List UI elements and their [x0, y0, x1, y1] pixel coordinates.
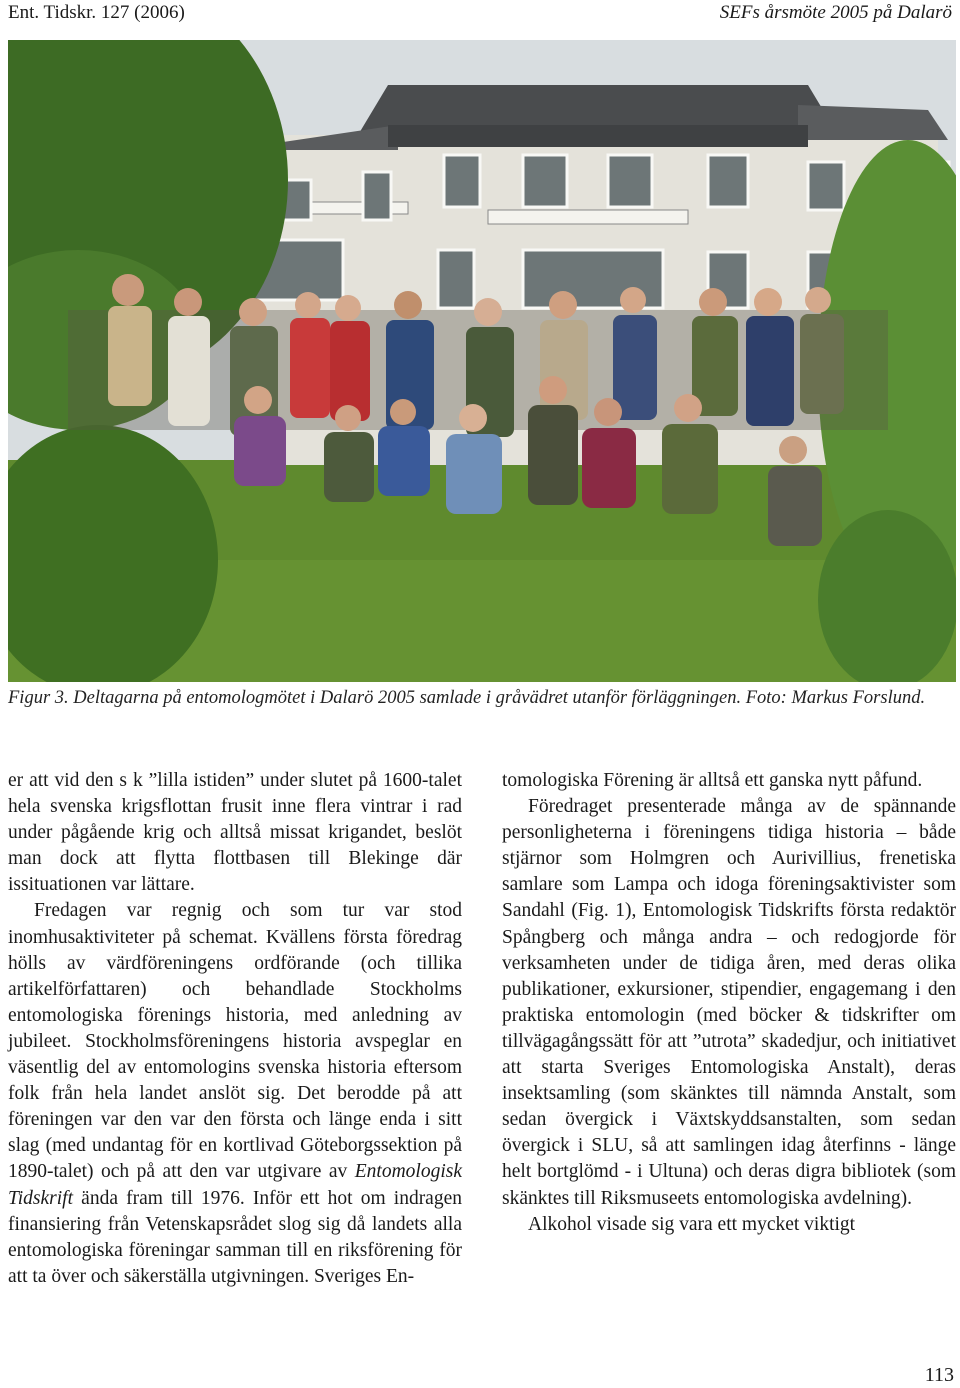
paragraph: tomologiska Förening är alltså ett ganska nytt påfund.	[502, 770, 923, 791]
paragraph	[8, 898, 462, 1289]
group-photo-illustration	[8, 40, 956, 682]
running-header-journal: Ent. Tidskr. 127 (2006)	[8, 2, 185, 23]
running-header-section: SEFs årsmöte 2005 på Dalarö	[719, 2, 952, 23]
group-photo	[8, 40, 956, 682]
paragraph: er att vid den s k ”lilla istiden” under slutet på 1600-talet hela svenska krigsflottan frusit inne flera vintrar i rad under pågående krig och alltså missat krigandet, beslöt man dock att flytta flottbasen till Blekinge där issituationen var lättare.	[8, 770, 462, 896]
paragraph: Alkohol visade sig vara ett mycket viktigt	[528, 1213, 856, 1235]
right-text-column	[502, 768, 956, 1238]
journal-title-italic: Entomologisk Tidskrift	[8, 1161, 463, 1209]
paragraph-text: ända fram till 1976. Inför ett hot om indragen finansiering från Vetenskapsrådet slog sig då landets alla entomologiska föreningar samman till en riksförening för att ta över och säkerställa utgivningen. Sveriges En-	[8, 1187, 462, 1287]
figure-caption: Figur 3. Deltagarna på entomologmötet i Dalarö 2005 samlade i gråvädret utanför förläggningen. Foto: Markus Forslund.	[8, 688, 926, 708]
paragraph-text: Fredagen var regnig och som tur var stod inomhusaktiviteter på schemat. Kvällens första föredrag hölls av värdföreningens ordförande (och tillika artikelförfattaren) och behandlade Stockholms entomologiska förenings historia, med anledning av jubileet. Stockholmsföreningens historia avspeglar en väsentlig del av entomologins svenska historia eftersom folk från hela landet anslöt sig. Det berodde på att föreningen var den var den första och länge enda i sitt slag (med undantag för en kortlivad Göteborgssektion på 1890-talet) och på att den var utgivare av	[8, 900, 462, 1183]
page-number: 113	[924, 1364, 954, 1386]
left-text-column	[8, 768, 462, 1290]
paragraph: Föredraget presenterade många av de spännande personligheterna i föreningens tidiga historia – både stjärnor som Holmgren och Aurivillius, frenetiska samlare som Lampa och idoga föreningsaktivister som Sandahl (Fig. 1), Entomologisk Tidskrifts första redaktör Spångberg och många andra – och redogjorde för verksamheten under de tidiga åren, med deras olika publikationer, exkursioner, stipendier, engagemang i den praktiska entomologin (med böcker & tidskrifter om tillvägagångssätt för att ”utrota” skadedjur, och initiativet att starta Sveriges Entomologiska Anstalt), deras insektsamling (som skänktes till nämnda Anstalt, som sedan övergick i Växtskyddsanstalten, som sedan övergick i SLU, så att samlingen idag återfinns - länge helt bortglömd - i Ultuna) och deras digra bibliotek (som skänktes till Riksmuseets entomologiska avdelning).	[502, 796, 956, 1209]
